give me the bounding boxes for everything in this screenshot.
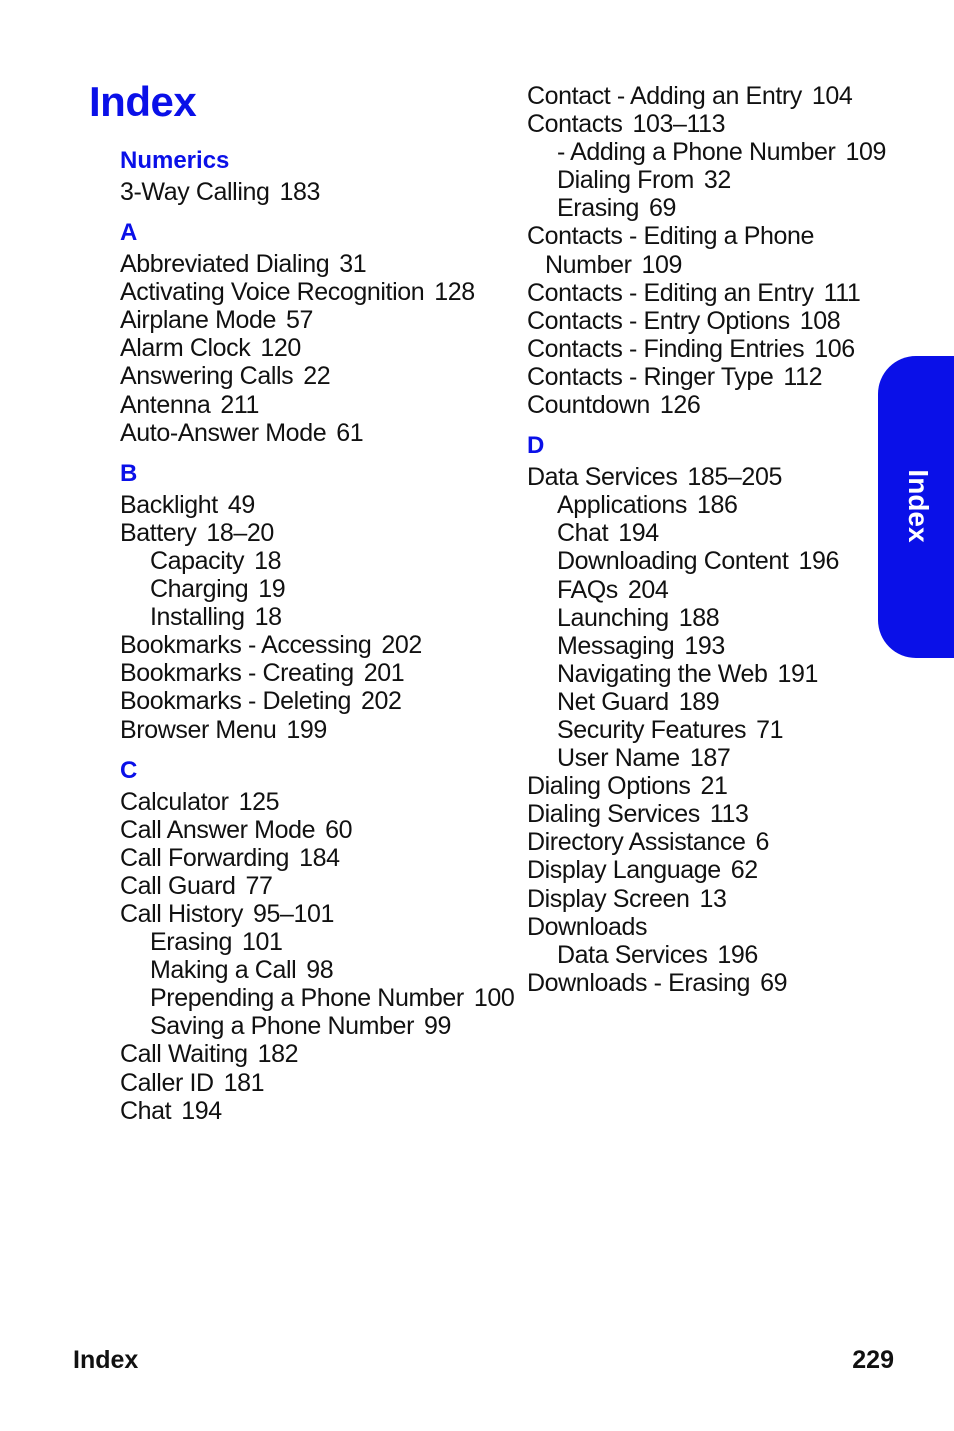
index-entry: [527, 969, 887, 997]
index-section: [527, 82, 887, 419]
entry-term: Security Features: [557, 715, 747, 744]
index-entry: [527, 800, 887, 828]
entry-page-ref: 104: [811, 82, 853, 110]
footer-page-number: 229: [852, 1346, 894, 1374]
side-tab-label: Index: [903, 469, 934, 543]
entry-term: Downloading Content: [557, 547, 789, 576]
entry-page-ref: 113: [709, 800, 749, 829]
entry-term: Airplane Mode: [120, 306, 277, 335]
entry-term: Net Guard: [557, 687, 669, 716]
entry-page-ref: 126: [659, 391, 701, 420]
entry-page-ref: 183: [279, 178, 320, 206]
index-subentry: [527, 604, 887, 632]
entry-term: Call History: [120, 899, 243, 928]
entry-term: Bookmarks - Deleting: [120, 687, 351, 716]
entry-page-ref: 196: [798, 547, 839, 576]
entry-page-ref: 181: [223, 1068, 265, 1097]
index-entry: [120, 362, 520, 390]
entry-term: Bookmarks - Creating: [120, 659, 354, 688]
entry-page-ref: 108: [799, 306, 841, 335]
entry-page-ref: 194: [618, 519, 659, 548]
index-entry: [120, 334, 520, 362]
entry-term: 3-Way Calling: [120, 178, 270, 206]
entry-term: Messaging: [557, 631, 675, 660]
index-entry: [527, 828, 887, 856]
entry-term: Contacts - Editing a Phone Number: [527, 222, 815, 279]
entry-term: Bookmarks - Accessing: [120, 631, 372, 660]
entry-page-ref: 18–20: [206, 518, 274, 547]
entry-term: Backlight: [120, 490, 218, 519]
index-entry: [120, 491, 520, 519]
entry-page-ref: 193: [684, 631, 725, 660]
entry-term: Contacts - Finding Entries: [527, 334, 805, 363]
entry-page-ref: 191: [777, 659, 819, 688]
entry-page-ref: 128: [434, 278, 475, 307]
entry-page-ref: 184: [299, 843, 340, 872]
entry-page-ref: 111: [823, 278, 861, 307]
entry-page-ref: 31: [339, 250, 367, 279]
index-subentry: [527, 688, 887, 716]
entry-page-ref: 201: [363, 659, 405, 688]
index-entry: [120, 1097, 520, 1125]
entry-page-ref: 120: [260, 334, 301, 363]
entry-page-ref: 98: [306, 956, 334, 985]
entry-page-ref: 202: [360, 687, 402, 716]
index-entry: [527, 856, 887, 884]
entry-page-ref: 18: [254, 546, 282, 575]
index-subentry: [120, 575, 520, 603]
entry-page-ref: 188: [678, 603, 720, 632]
index-entry: [120, 844, 520, 872]
index-entry: [120, 1069, 520, 1097]
index-subentry: [527, 576, 887, 604]
entry-page-ref: 186: [697, 491, 738, 520]
index-section: [120, 754, 520, 1125]
index-subentry: [527, 166, 887, 194]
index-subentry: [527, 941, 887, 969]
entry-page-ref: 100: [473, 984, 515, 1013]
entry-term: Contacts - Editing an Entry: [527, 278, 814, 307]
index-entry: [120, 816, 520, 844]
entry-term: Saving a Phone Number: [150, 1012, 414, 1041]
entry-page-ref: 61: [336, 418, 364, 447]
entry-page-ref: 125: [238, 787, 280, 816]
index-entry: [527, 391, 887, 419]
index-subentry: [527, 716, 887, 744]
index-entry: [120, 872, 520, 900]
entry-page-ref: 69: [760, 968, 788, 997]
index-subentry: [120, 984, 520, 1012]
entry-page-ref: 187: [689, 744, 731, 773]
entry-page-ref: 189: [678, 687, 720, 716]
entry-page-ref: 32: [703, 166, 731, 195]
index-entry: [120, 788, 520, 816]
entry-page-ref: 182: [257, 1040, 299, 1069]
entry-term: Display Language: [527, 856, 721, 885]
section-heading: Numerics: [120, 147, 230, 174]
entry-term: Call Forwarding: [120, 843, 290, 872]
entry-page-ref: 77: [245, 871, 273, 900]
entry-page-ref: 57: [286, 306, 314, 335]
entry-term: Contacts: [527, 110, 623, 139]
entry-page-ref: 202: [381, 631, 422, 660]
index-entry: [120, 1040, 520, 1068]
index-subentry: [120, 956, 520, 984]
index-entry: [120, 306, 520, 334]
entry-term: Chat: [120, 1096, 172, 1125]
entry-term: Browser Menu: [120, 715, 277, 744]
index-entry: [527, 110, 887, 138]
entry-term: Erasing: [150, 928, 232, 957]
entry-page-ref: 101: [241, 928, 283, 957]
index-subentry: [527, 194, 887, 222]
section-heading: C: [120, 756, 138, 784]
index-entry: [527, 279, 887, 307]
index-section: [120, 216, 520, 447]
entry-page-ref: 95–101: [253, 899, 335, 928]
index-entry: [120, 278, 520, 306]
entry-page-ref: 21: [700, 772, 728, 801]
footer-section-label: Index: [73, 1346, 139, 1374]
entry-page-ref: 204: [627, 575, 669, 604]
entry-term: Auto-Answer Mode: [120, 418, 327, 447]
entry-term: Alarm Clock: [120, 334, 251, 363]
entry-page-ref: 109: [845, 138, 886, 167]
index-entry: [527, 307, 887, 335]
entry-term: Calculator: [120, 787, 229, 816]
entry-page-ref: 185–205: [687, 463, 782, 492]
entry-term: Erasing: [557, 194, 639, 223]
entry-term: Directory Assistance: [527, 828, 746, 857]
entry-page-ref: 112: [783, 362, 823, 391]
entry-term: - Adding a Phone Number: [557, 138, 836, 167]
index-section: [120, 144, 520, 206]
entry-page-ref: 19: [258, 575, 286, 604]
entry-page-ref: 199: [286, 715, 327, 744]
entry-term: Charging: [150, 575, 249, 604]
entry-term: Applications: [557, 491, 688, 520]
index-entry: [120, 178, 520, 206]
index-entry: [527, 82, 887, 110]
index-entry: [120, 250, 520, 278]
index-entry: [120, 419, 520, 447]
page-title: Index: [89, 78, 197, 125]
index-column-left: [120, 144, 520, 1135]
entry-page-ref: 99: [424, 1012, 452, 1041]
entry-term: Contacts - Entry Options: [527, 306, 790, 335]
index-entry: [120, 900, 520, 928]
index-entry: [120, 519, 520, 547]
entry-page-ref: 109: [641, 250, 683, 279]
entry-page-ref: 22: [303, 362, 331, 391]
index-column-right: [527, 82, 887, 1007]
entry-term: Abbreviated Dialing: [120, 250, 330, 279]
entry-term: Antenna: [120, 390, 211, 419]
entry-page-ref: 196: [717, 940, 758, 969]
index-entry: [120, 391, 520, 419]
entry-term: Display Screen: [527, 884, 690, 913]
entry-page-ref: 49: [227, 490, 255, 519]
entry-term: Dialing Services: [527, 800, 700, 829]
index-entry: [527, 463, 887, 491]
entry-page-ref: 106: [814, 334, 855, 363]
index-subentry: [527, 491, 887, 519]
entry-term: Downloads - Erasing: [527, 968, 751, 997]
entry-term: Making a Call: [150, 956, 297, 985]
entry-page-ref: 194: [181, 1096, 222, 1125]
index-entry: [120, 659, 520, 687]
entry-term: Data Services: [527, 463, 678, 492]
entry-page-ref: 211: [220, 390, 259, 419]
entry-term: Call Guard: [120, 871, 236, 900]
index-subentry: [120, 547, 520, 575]
index-entry: [527, 772, 887, 800]
index-subentry: [527, 547, 887, 575]
entry-page-ref: 18: [254, 603, 282, 632]
entry-term: Dialing Options: [527, 772, 691, 801]
entry-term: Navigating the Web: [557, 659, 768, 688]
index-section: [120, 457, 520, 744]
entry-term: Chat: [557, 519, 609, 548]
section-heading: B: [120, 459, 138, 487]
entry-term: Battery: [120, 518, 197, 547]
index-subentry: [527, 632, 887, 660]
entry-term: Activating Voice Recognition: [120, 278, 425, 307]
index-subentry: [120, 1012, 520, 1040]
entry-page-ref: 60: [325, 815, 353, 844]
entry-term: Caller ID: [120, 1068, 214, 1097]
index-entry: [527, 222, 887, 278]
index-subentry: [527, 519, 887, 547]
section-heading: A: [120, 219, 138, 247]
entry-page-ref: 71: [756, 715, 784, 744]
section-heading: D: [527, 432, 545, 460]
entry-term: Countdown: [527, 391, 650, 420]
entry-term: User Name: [557, 744, 680, 773]
entry-page-ref: 69: [648, 194, 676, 223]
entry-term: Call Waiting: [120, 1040, 248, 1069]
index-entry: [527, 335, 887, 363]
index-entry: [120, 716, 520, 744]
entry-term: Data Services: [557, 940, 708, 969]
index-entry: [120, 687, 520, 715]
index-subentry: [527, 138, 887, 166]
entry-page-ref: 62: [730, 856, 758, 885]
index-entry: [120, 631, 520, 659]
entry-term: Contacts - Ringer Type: [527, 362, 774, 391]
entry-term: Installing: [150, 603, 245, 632]
entry-term: Call Answer Mode: [120, 815, 316, 844]
index-entry: [527, 885, 887, 913]
index-subentry: [120, 928, 520, 956]
entry-term: Capacity: [150, 546, 245, 575]
index-subentry: [527, 660, 887, 688]
index-entry: [527, 913, 887, 941]
entry-term: Launching: [557, 603, 669, 632]
entry-page-ref: 13: [699, 884, 727, 913]
entry-term: Dialing From: [557, 166, 694, 195]
entry-page-ref: 6: [755, 828, 769, 857]
index-subentry: [120, 603, 520, 631]
entry-page-ref: 103–113: [632, 110, 726, 139]
index-section: [527, 429, 887, 997]
entry-term: Downloads: [527, 912, 648, 941]
entry-term: Prepending a Phone Number: [150, 984, 464, 1013]
index-entry: [527, 363, 887, 391]
index-subentry: [527, 744, 887, 772]
entry-term: Contact - Adding an Entry: [527, 82, 802, 110]
entry-term: FAQs: [557, 575, 618, 604]
entry-term: Answering Calls: [120, 362, 294, 391]
